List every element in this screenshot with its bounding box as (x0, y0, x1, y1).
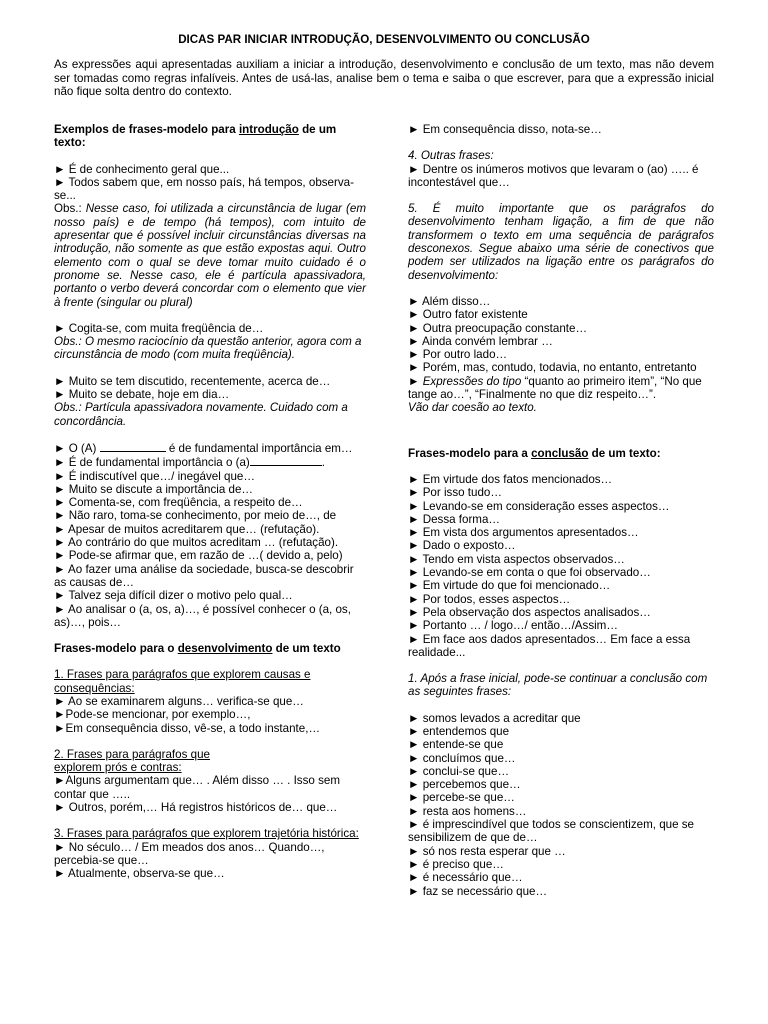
list-item: ►Alguns argumentam que… . Além disso … . Isso sem contar que ….. (54, 774, 340, 801)
list-item: ► Cogita-se, com muita freqüência de… (54, 321, 264, 335)
subsection-heading: 1. Frases para parágrafos que explorem causas e consequências: (54, 668, 311, 695)
list-item: ► Pela observação dos aspectos analisados… (408, 605, 651, 619)
list-item: ► Dessa forma… (408, 512, 501, 526)
list-item: ► Outro fator existente (408, 308, 528, 322)
list-item: ► Outros, porém,… Há registros históricos de… que… (54, 801, 338, 815)
list-item: ► Comenta-se, com freqüência, a respeito de… (54, 496, 303, 510)
list-item: ► Dentre os inúmeros motivos que levaram o (ao) ….. é incontestável que… (408, 162, 699, 189)
list-item: ► Ao fazer uma análise da sociedade, busca-se descobrir as causas de… (54, 562, 354, 589)
list-item: ► só nos resta esperar que … (408, 844, 566, 858)
list-item: ► Em virtude do que foi mencionado… (408, 579, 611, 593)
subsection-heading: 3. Frases para parágrafos que explorem trajetória histórica: (54, 827, 359, 841)
development-heading: Frases-modelo para o desenvolvimento de um texto (54, 642, 341, 656)
note-paragraph: Obs.: Partícula apassivadora novamente. Cuidado com a concordância. (54, 401, 348, 428)
list-item: ► É de fundamental importância o (a) . (54, 456, 326, 470)
list-item: ► Tendo em vista aspectos observados… (408, 552, 625, 566)
list-item: ► percebe-se que… (408, 791, 515, 805)
list-item: ► concluímos que… (408, 751, 516, 765)
list-item: ► entende-se que (408, 738, 504, 752)
note-paragraph: 5. É muito importante que os parágrafos do desenvolvimento tenham ligação, a fim de que não transformem o texto em uma sequência de parágrafos desconexos. Segue abaixo uma série de conectivos que podem ser utilizados na ligação entre os parágrafos do desenvolvimento: (408, 202, 714, 282)
introduction-heading: Exemplos de frases-modelo para introdução de um texto: (54, 123, 337, 150)
list-item: ► conclui-se que… (408, 764, 510, 778)
list-item: ► Além disso… (408, 294, 491, 308)
list-item: ► É indiscutível que…/ inegável que… (54, 469, 255, 483)
list-item: ► Muito se discute a importância de… (54, 482, 253, 496)
list-item: ► entendemos que (408, 724, 510, 738)
list-item: ► Por outro lado… (408, 348, 508, 362)
list-item: ► Por isso tudo… (408, 486, 502, 500)
list-item: ► Em vista dos argumentos apresentados… (408, 526, 639, 540)
list-item: ► Em face aos dados apresentados… Em face a essa realidade... (408, 632, 691, 659)
list-item: ► Muito se debate, hoje em dia… (54, 388, 230, 402)
list-item: ►Em consequência disso, vê-se, a todo instante,… (54, 721, 321, 735)
list-item: ► Levando-se em conta o que foi observado… (408, 566, 651, 580)
intro-paragraph: As expressões aqui apresentadas auxiliam a iniciar a introdução, desenvolvimento e conclusão de um texto, mas não devem ser tomadas como regras infalíveis. Antes de usá-las, analise bem o tema e saiba o que escrever, para que a expressão inicial não fique solta dentro do contexto. (54, 58, 714, 99)
list-item: ► é necessário que… (408, 871, 523, 885)
list-item: ► Ao se examinarem alguns… verifica-se que… (54, 694, 304, 708)
note-paragraph: Obs.: Nesse caso, foi utilizada a circunstância de lugar (em nosso país) e de tempo (há tempos), com intuito de apresentar que é possível incluir circunstâncias diversas na introdução, não somente as que estão expostas aqui. Outro elemento com o qual se deve tomar muito cuidado é o pronome se. Nesse caso, ele é partícula apassivadora, portanto o verbo deverá concordar com o elemento que vier à frente (singular ou plural) (54, 202, 366, 309)
list-item: ► Dado o exposto… (408, 539, 516, 553)
conclusion-heading: Frases-modelo para a conclusão de um texto: (408, 446, 661, 460)
list-item: ► O (A) é de fundamental importância em… (54, 441, 353, 455)
list-item: ► percebemos que… (408, 778, 521, 792)
list-item: ► Ainda convém lembrar … (408, 334, 553, 348)
note-paragraph: 1. Após a frase inicial, pode-se continuar a conclusão com as seguintes frases: (408, 672, 708, 699)
list-item: ► Talvez seja difícil dizer o motivo pelo qual… (54, 589, 293, 603)
subsection-heading: 4. Outras frases: (408, 149, 494, 163)
list-item: ► somos levados a acreditar que (408, 711, 581, 725)
subsection-heading: 2. Frases para parágrafos que explorem prós e contras: (54, 747, 210, 775)
list-item: ► Apesar de muitos acreditarem que… (refutação). (54, 522, 320, 536)
list-item: ► Expressões do tipo “quanto ao primeiro item”, “No que tange ao…”, “Finalmente no que diz respeito…”. (408, 374, 702, 402)
list-item: ► Todos sabem que, em nosso país, há tempos, observa-se... (54, 175, 354, 203)
left-column (54, 123, 366, 881)
list-item: ► Porém, mas, contudo, todavia, no entanto, entretanto (408, 361, 697, 375)
list-item: ► Por todos, esses aspectos… (408, 592, 571, 606)
list-item: ► resta aos homens… (408, 804, 527, 818)
list-item: ► Ao analisar o (a, os, a)…, é possível conhecer o (a, os, as)…, pois… (54, 602, 351, 629)
list-item: ► Ao contrário do que muitos acreditam … (refutação). (54, 536, 339, 550)
list-item: ► Muito se tem discutido, recentemente, acerca de… (54, 374, 331, 388)
list-item: ►Pode-se mencionar, por exemplo…, (54, 708, 251, 722)
list-item: ► faz se necessário que… (408, 884, 548, 898)
list-item: ► Levando-se em consideração esses aspectos… (408, 499, 670, 513)
blank-line (100, 441, 166, 452)
list-item: ► Portanto … / logo…/ então…/Assim… (408, 619, 618, 633)
note-paragraph: Vão dar coesão ao texto. (408, 401, 537, 415)
list-item: ► Outra preocupação constante… (408, 321, 588, 335)
list-item: ► Em consequência disso, nota-se… (408, 123, 602, 136)
list-item: ► Pode-se afirmar que, em razão de …( devido a, pelo) (54, 549, 343, 563)
list-item: ► é preciso que… (408, 857, 504, 871)
list-item: ► No século… / Em meados dos anos… Quando…, percebia-se que… (54, 840, 325, 867)
list-item: ► é imprescindível que todos se conscientizem, que se sensibilizem de que de… (408, 818, 695, 845)
list-item: ► Atualmente, observa-se que… (54, 867, 225, 881)
list-item: ► Em virtude dos fatos mencionados… (408, 472, 613, 486)
blank-line (250, 455, 322, 466)
list-item: ► Não raro, toma-se conhecimento, por meio de…, de (54, 509, 337, 523)
note-paragraph: Obs.: O mesmo raciocínio da questão anterior, agora com a circunstância de modo (com muita freqüência). (54, 335, 362, 362)
list-item: ► É de conhecimento geral que... (54, 162, 230, 176)
page-title: DICAS PAR INICIAR INTRODUÇÃO, DESENVOLVIMENTO OU CONCLUSÃO (178, 33, 590, 46)
right-column (408, 123, 714, 898)
